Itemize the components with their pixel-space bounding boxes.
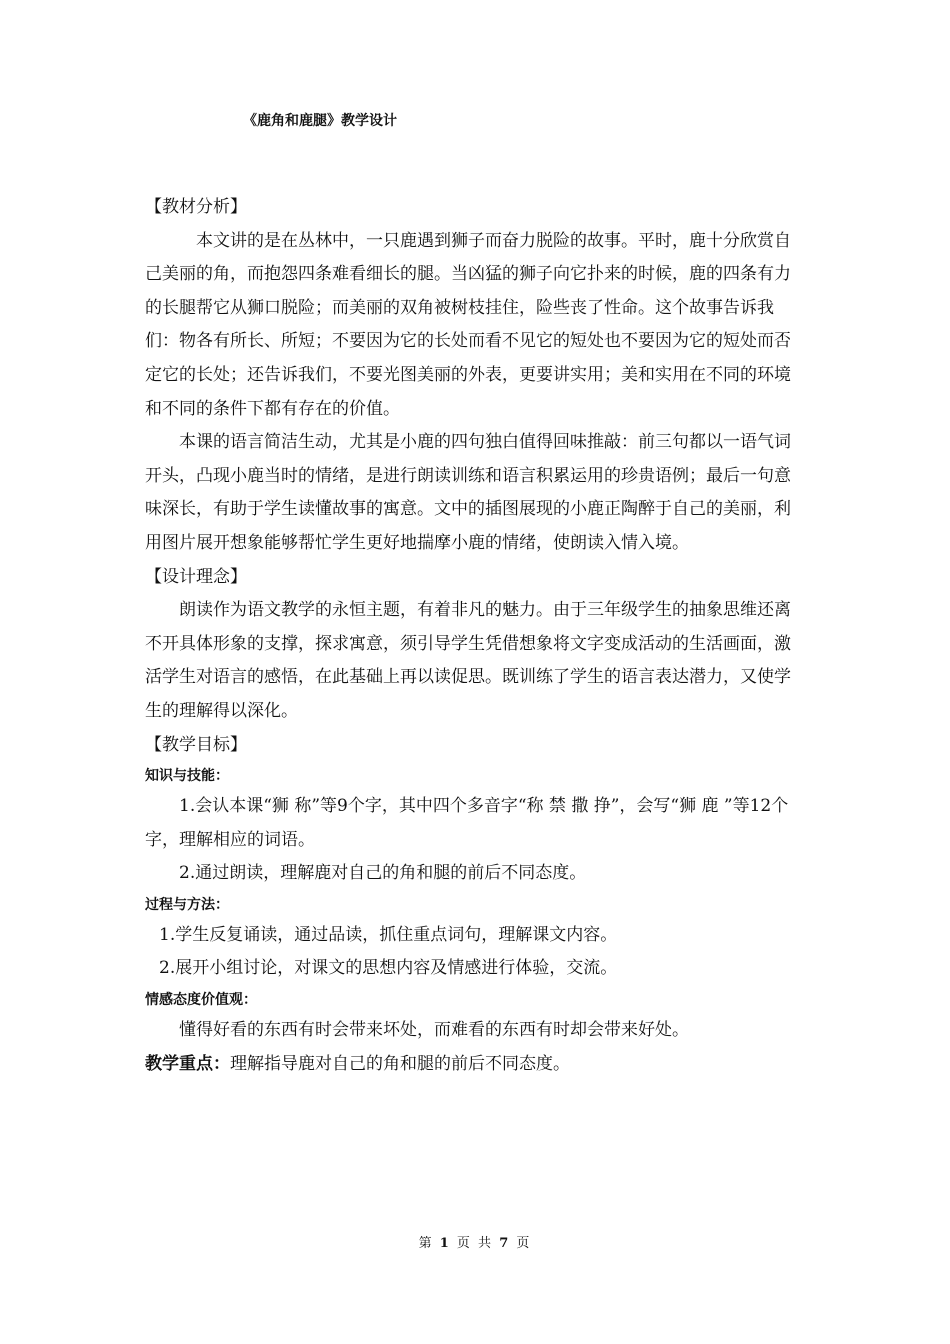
label-knowledge-skills: 知识与技能： — [145, 768, 229, 785]
list-item-process-1: 1.学生反复诵读，通过品读，抓住重点词句，理解课文内容。 — [159, 924, 618, 945]
footer-middle: 页 共 — [456, 1236, 494, 1251]
footer-page-number: 1 — [439, 1236, 451, 1251]
document-body — [145, 191, 807, 1081]
footer-total-pages: 7 — [499, 1236, 511, 1251]
section-heading-goals: 【教学目标】 — [145, 734, 247, 755]
footer-prefix: 第 — [418, 1236, 434, 1251]
footer-suffix: 页 — [516, 1236, 532, 1251]
teaching-focus-text: 理解指导鹿对自己的角和腿的前后不同态度。 — [230, 1053, 570, 1074]
paragraph-analysis-1: 本文讲的是在丛林中，一只鹿遇到狮子而奋力脱险的故事。平时，鹿十分欣赏自己美丽的角，而抱怨四条难看细长的腿。当凶猛的狮子向它扑来的时候，鹿的四条有力的长腿帮它从狮口脱险；而美丽的双角被树枝挂住，险些丧了性命。这个故事告诉我们：物各有所长、所短；不要因为它的长处而看不见它的短处也不要因为它的短处而否定它的长处；还告诉我们，不要光图美丽的外表，更要讲实用；美和实用在不同的环境和不同的条件下都有存在的价值。 — [145, 230, 791, 419]
list-item-process-2: 2.展开小组讨论，对课文的思想内容及情感进行体验，交流。 — [159, 958, 618, 979]
teaching-focus-line — [145, 1048, 807, 1082]
page-footer — [0, 1232, 950, 1251]
section-heading-concept: 【设计理念】 — [145, 566, 247, 587]
label-teaching-focus: 教学重点： — [145, 1053, 230, 1074]
list-item-knowledge-2: 2.通过朗读，理解鹿对自己的角和腿的前后不同态度。 — [179, 863, 587, 884]
paragraph-concept-1: 朗读作为语文教学的永恒主题，有着非凡的魅力。由于三年级学生的抽象思维还离不开具体形象的支撑，探求寓意，须引导学生凭借想象将文字变成活动的生活画面，激活学生对语言的感悟，在此基础上再以读促思。既训练了学生的语言表达潜力，又使学生的理解得以深化。 — [145, 600, 791, 721]
list-item-knowledge-1: 1.会认本课“狮 称”等9个字，其中四个多音字“称 禁 撒 挣”，会写“狮 鹿 ”等12个字，理解相应的词语。 — [145, 796, 789, 850]
section-heading-analysis: 【教材分析】 — [145, 197, 247, 217]
paragraph-analysis-2: 本课的语言简洁生动，尤其是小鹿的四句独白值得回味推敲：前三句都以一语气词开头，凸现小鹿当时的情绪，是进行朗读训练和语言积累运用的珍贵语例；最后一句意味深长，有助于学生读懂故事的寓意。文中的插图展现的小鹿正陶醉于自己的美丽，利用图片展开想象能够帮忙学生更好地揣摩小鹿的情绪，使朗读入情入境。 — [145, 432, 791, 553]
label-emotion-values: 情感态度价值观： — [145, 992, 257, 1009]
label-process-method: 过程与方法： — [145, 896, 229, 913]
document-title: 《鹿角和鹿腿》教学设计 — [243, 113, 397, 129]
paragraph-emotion: 懂得好看的东西有时会带来坏处，而难看的东西有时却会带来好处。 — [179, 1020, 689, 1041]
